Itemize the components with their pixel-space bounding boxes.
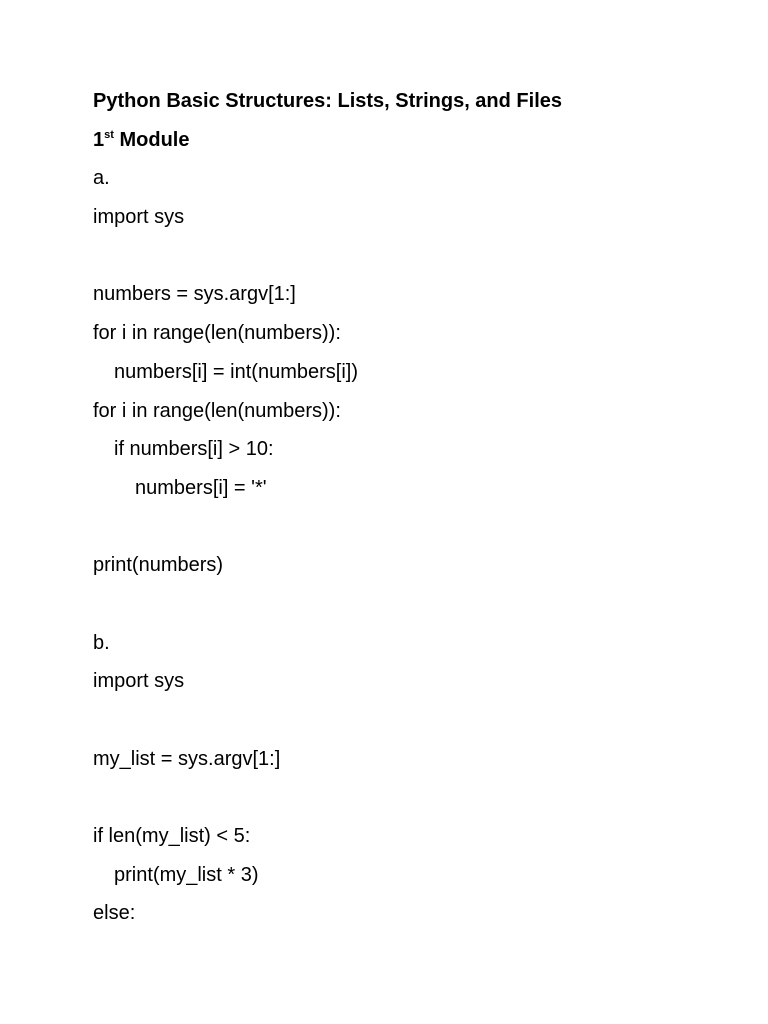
- blank-line: [93, 708, 733, 747]
- document-title: Python Basic Structures: Lists, Strings, and Files: [93, 90, 562, 112]
- module-heading: [93, 128, 733, 167]
- code-line: numbers = sys.argv[1:]: [93, 283, 296, 306]
- code-line: my_list = sys.argv[1:]: [93, 747, 281, 770]
- code-line: if numbers[i] > 10:: [114, 438, 274, 461]
- code-line: for i in range(len(numbers)):: [93, 399, 341, 422]
- code-line: print(numbers): [93, 554, 224, 577]
- blank-line: [93, 244, 733, 283]
- blank-line: [93, 592, 733, 631]
- code-line: numbers[i] = '*': [135, 476, 267, 499]
- code-line: numbers[i] = int(numbers[i]): [114, 360, 358, 383]
- code-line: if len(my_list) < 5:: [93, 825, 251, 848]
- document-content: [93, 89, 733, 940]
- code-line: print(my_list * 3): [114, 863, 259, 886]
- module-ordinal-suffix: st: [104, 128, 114, 141]
- code-line: else:: [93, 902, 136, 925]
- code-line: import sys: [93, 206, 185, 229]
- module-label: Module: [119, 128, 190, 151]
- code-line: for i in range(len(numbers)):: [93, 322, 341, 345]
- blank-line: [93, 785, 733, 824]
- section-label-a: a.: [93, 167, 110, 190]
- module-number: 1: [93, 128, 105, 151]
- code-line: import sys: [93, 670, 185, 693]
- blank-line: [93, 515, 733, 554]
- section-label-b: b.: [93, 631, 110, 654]
